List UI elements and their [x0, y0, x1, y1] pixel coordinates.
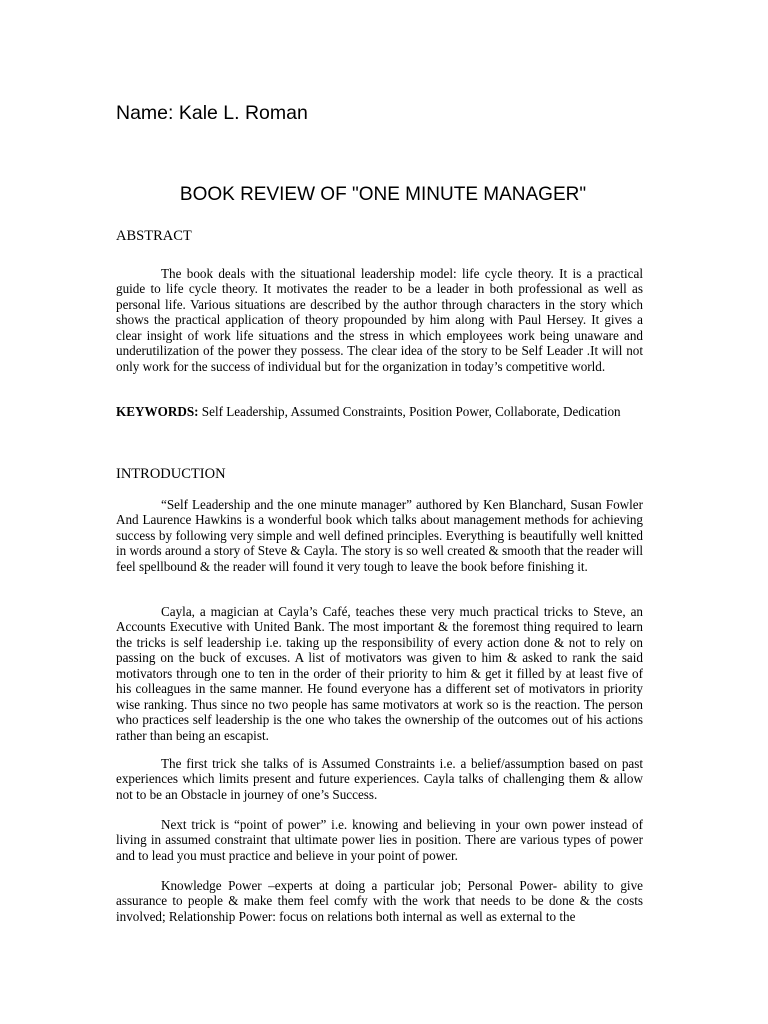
- abstract-heading: ABSTRACT: [116, 228, 192, 244]
- keywords-list: Self Leadership, Assumed Constraints, Position Power, Collaborate, Dedication: [198, 404, 621, 419]
- abstract-paragraph: The book deals with the situational leadership model: life cycle theory. It is a practical guide to life cycle theory. It motivates the reader to be a leader in both professional as well as personal life. Various situations are described by the author through characters in the story which shows the practical application of theory propounded by him along with Paul Hersey. It gives a clear insight of work life situations and the stress in which employees work being unaware and underutilization of the power they possess. The clear idea of the story to be Self Leader .It will not only work for the success of individual but for the organization in today’s competitive world.: [116, 266, 643, 374]
- intro-paragraph-2: Cayla, a magician at Cayla’s Café, teaches these very much practical tricks to Steve, an Accounts Executive with United Bank. The most important & the foremost thing required to learn the tricks is self leadership i.e. taking up the responsibility of every action done & not to rely on passing on the buck of excuses. A list of motivators was given to him & asked to rank the said motivators through one to ten in the order of their priority to him & get it filled by at least five of his colleagues in the same manner. He found everyone has a different set of motivators in priority wise ranking. Thus since no two people has same motivators at work so is the reaction. The person who practices self leadership is the one who takes the ownership of the outcomes out of his actions rather than being an escapist.: [116, 604, 643, 743]
- document-title: BOOK REVIEW OF "ONE MINUTE MANAGER": [179, 184, 587, 205]
- intro-paragraph-1: “Self Leadership and the one minute manager” authored by Ken Blanchard, Susan Fowler And Laurence Hawkins is a wonderful book which talks about management methods for achieving success by following very simple and well defined principles. Everything is beautifully well knitted in words around a story of Steve & Cayla. The story is so well created & smooth that the reader will feel spellbound & the reader will found it very tough to leave the book before finishing it.: [116, 497, 643, 574]
- keywords-paragraph: [116, 404, 650, 419]
- intro-paragraph-3: The first trick she talks of is Assumed Constraints i.e. a belief/assumption based on past experiences which limits present and future experiences. Cayla talks of challenging them & allow not to be an Obstacle in journey of one’s Success.: [116, 756, 643, 802]
- introduction-heading: INTRODUCTION: [116, 466, 226, 482]
- keywords-label: KEYWORDS:: [116, 404, 199, 419]
- intro-paragraph-4: Next trick is “point of power” i.e. knowing and believing in your own power instead of living in assumed constraint that ultimate power lies in position. There are various types of power and to lead you must practice and believe in your point of power.: [116, 817, 643, 863]
- intro-paragraph-5: Knowledge Power –experts at doing a particular job; Personal Power- ability to give assurance to people & make them feel comfy with the work that needs to be done & the costs involved; Relationship Power: focus on relations both internal as well as external to the: [116, 878, 643, 924]
- author-name: Name: Kale L. Roman: [116, 102, 308, 124]
